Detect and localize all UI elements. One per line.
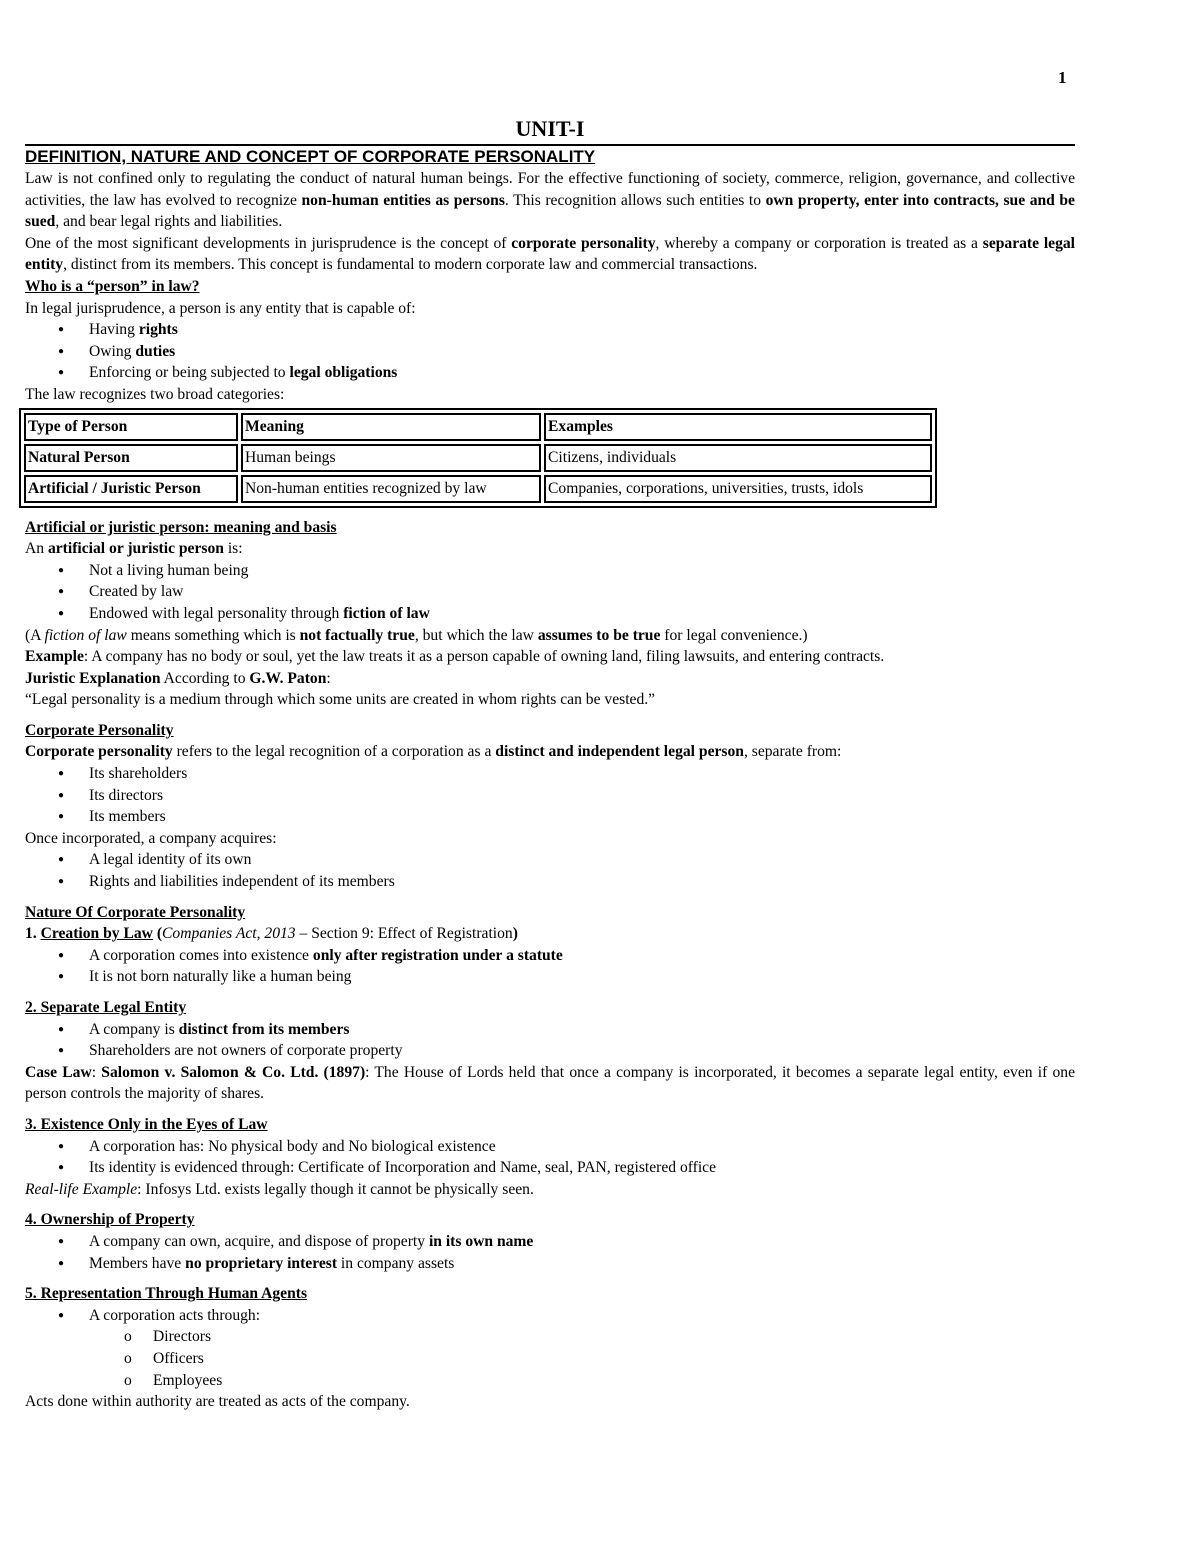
subsection-representation: 5. Representation Through Human Agents — [25, 1285, 308, 1303]
section-heading-person: Who is a “person” in law? — [25, 277, 200, 295]
section-heading-artificial: Artificial or juristic person: meaning and basis — [25, 518, 337, 536]
intro-paragraph-2: One of the most significant developments in jurisprudence is the concept of corporate personality, whereby a company or corporation is treated as a separate legal entity, distinct from its members. This concept is fundamental to modern corporate law and commercial transactions. — [25, 234, 1076, 274]
list-item: ● It is not born naturally like a human being — [25, 966, 1075, 988]
list-item: ● A company can own, acquire, and dispose of property in its own name — [25, 1231, 1075, 1253]
subsection-separate-legal-entity: 2. Separate Legal Entity — [25, 999, 187, 1016]
table-cell: Artificial / Juristic Person — [24, 475, 238, 503]
paton-quote: “Legal personality is a medium through which some units are created in whom rights can be vested.” — [25, 691, 656, 709]
page-number: 1 — [1058, 68, 1067, 87]
table-header-cell: Examples — [544, 413, 932, 441]
sub-list-item: o Directors — [25, 1326, 1075, 1348]
section-heading-corporate: Corporate Personality — [25, 721, 174, 739]
list-item: ● Its directors — [25, 785, 1075, 807]
list-item: ● A corporation has: No physical body and No biological existence — [25, 1136, 1075, 1158]
artificial-list — [25, 560, 1075, 625]
list-item: ● Created by law — [25, 581, 1075, 603]
sub-list-item: o Employees — [25, 1370, 1075, 1392]
existence-list — [25, 1136, 1075, 1179]
list-item: ● A corporation acts through: — [25, 1305, 1075, 1327]
list-item: ● A company is distinct from its members — [25, 1019, 1075, 1041]
corporate-definition: Corporate personality refers to the legal recognition of a corporation as a distinct and independent legal person, separate from: — [25, 743, 842, 761]
subsection-ownership-of-property: 4. Ownership of Property — [25, 1211, 195, 1229]
acquires-list — [25, 849, 1075, 892]
person-types-table — [19, 408, 937, 508]
representation-list — [25, 1305, 1075, 1391]
table-cell: Non-human entities recognized by law — [241, 475, 541, 503]
once-incorporated: Once incorporated, a company acquires: — [25, 829, 277, 847]
list-item: ● A corporation comes into existence only after registration under a statute — [25, 945, 1075, 967]
list-item: ● Rights and liabilities independent of its members — [25, 871, 1075, 893]
section-heading-nature: Nature Of Corporate Personality — [25, 903, 246, 921]
table-row — [24, 444, 932, 472]
unit-title: UNIT-I — [25, 114, 1075, 146]
acts-within-authority: Acts done within authority are treated as acts of the company. — [25, 1393, 410, 1411]
list-item: ● Its shareholders — [25, 763, 1075, 785]
table-cell: Citizens, individuals — [544, 444, 932, 472]
page-heading: DEFINITION, NATURE AND CONCEPT OF CORPORATE PERSONALITY — [25, 147, 596, 166]
corporate-separate-list — [25, 763, 1075, 828]
list-item: ● Endowed with legal personality through fiction of law — [25, 603, 1075, 625]
ownership-list — [25, 1231, 1075, 1274]
person-intro: In legal jurisprudence, a person is any entity that is capable of: — [25, 299, 416, 317]
case-law-paragraph: Case Law: Salomon v. Salomon & Co. Ltd. (1897): The House of Lords held that once a company is incorporated, it becomes a separate legal entity, even if one person controls the majority of shares. — [25, 1063, 1076, 1103]
sub-list-item: o Officers — [25, 1348, 1075, 1370]
separate-entity-list — [25, 1019, 1075, 1062]
real-life-example: Real-life Example: Infosys Ltd. exists legally though it cannot be physically seen. — [25, 1180, 534, 1198]
list-item: ● A legal identity of its own — [25, 849, 1075, 871]
table-cell: Human beings — [241, 444, 541, 472]
fiction-of-law-note: (A fiction of law means something which is not factually true, but which the law assumes to be true for legal convenience.) — [25, 626, 808, 644]
list-item: ● Enforcing or being subjected to legal obligations — [25, 362, 1075, 384]
table-header-cell: Meaning — [241, 413, 541, 441]
juristic-explanation: Juristic Explanation According to G.W. Paton: — [25, 669, 331, 687]
table-cell: Natural Person — [24, 444, 238, 472]
list-item: ● Having rights — [25, 319, 1075, 341]
list-item: ● Members have no proprietary interest in company assets — [25, 1253, 1075, 1275]
list-item: ● Its members — [25, 806, 1075, 828]
table-row — [24, 475, 932, 503]
creation-list — [25, 945, 1075, 988]
list-item: ● Owing duties — [25, 341, 1075, 363]
example-paragraph: Example: A company has no body or soul, yet the law treats it as a person capable of owning land, filing lawsuits, and entering contracts. — [25, 648, 885, 666]
document-body — [25, 114, 1075, 1413]
table-header-cell: Type of Person — [24, 413, 238, 441]
person-capabilities-list — [25, 319, 1075, 384]
list-item: ● Shareholders are not owners of corporate property — [25, 1040, 1075, 1062]
categories-intro: The law recognizes two broad categories: — [25, 385, 285, 403]
intro-paragraph-1: Law is not confined only to regulating the conduct of natural human beings. For the effective functioning of society, commerce, religion, governance, and collective activities, the law has evolved to recognize non-human entities as persons. This recognition allows such entities to own property, enter into contracts, sue and be sued, and bear legal rights and liabilities. — [25, 170, 1075, 231]
subsection-existence-in-law: 3. Existence Only in the Eyes of Law — [25, 1115, 268, 1133]
list-item: ● Not a living human being — [25, 560, 1075, 582]
list-item: ● Its identity is evidenced through: Certificate of Incorporation and Name, seal, PAN, registered office — [25, 1157, 1075, 1179]
artificial-intro: An artificial or juristic person is: — [25, 540, 243, 558]
table-cell: Companies, corporations, universities, trusts, idols — [544, 475, 932, 503]
subsection-creation-by-law: 1. Creation by Law (Companies Act, 2013 – Section 9: Effect of Registration) — [25, 925, 518, 943]
table-header-row — [24, 413, 932, 441]
